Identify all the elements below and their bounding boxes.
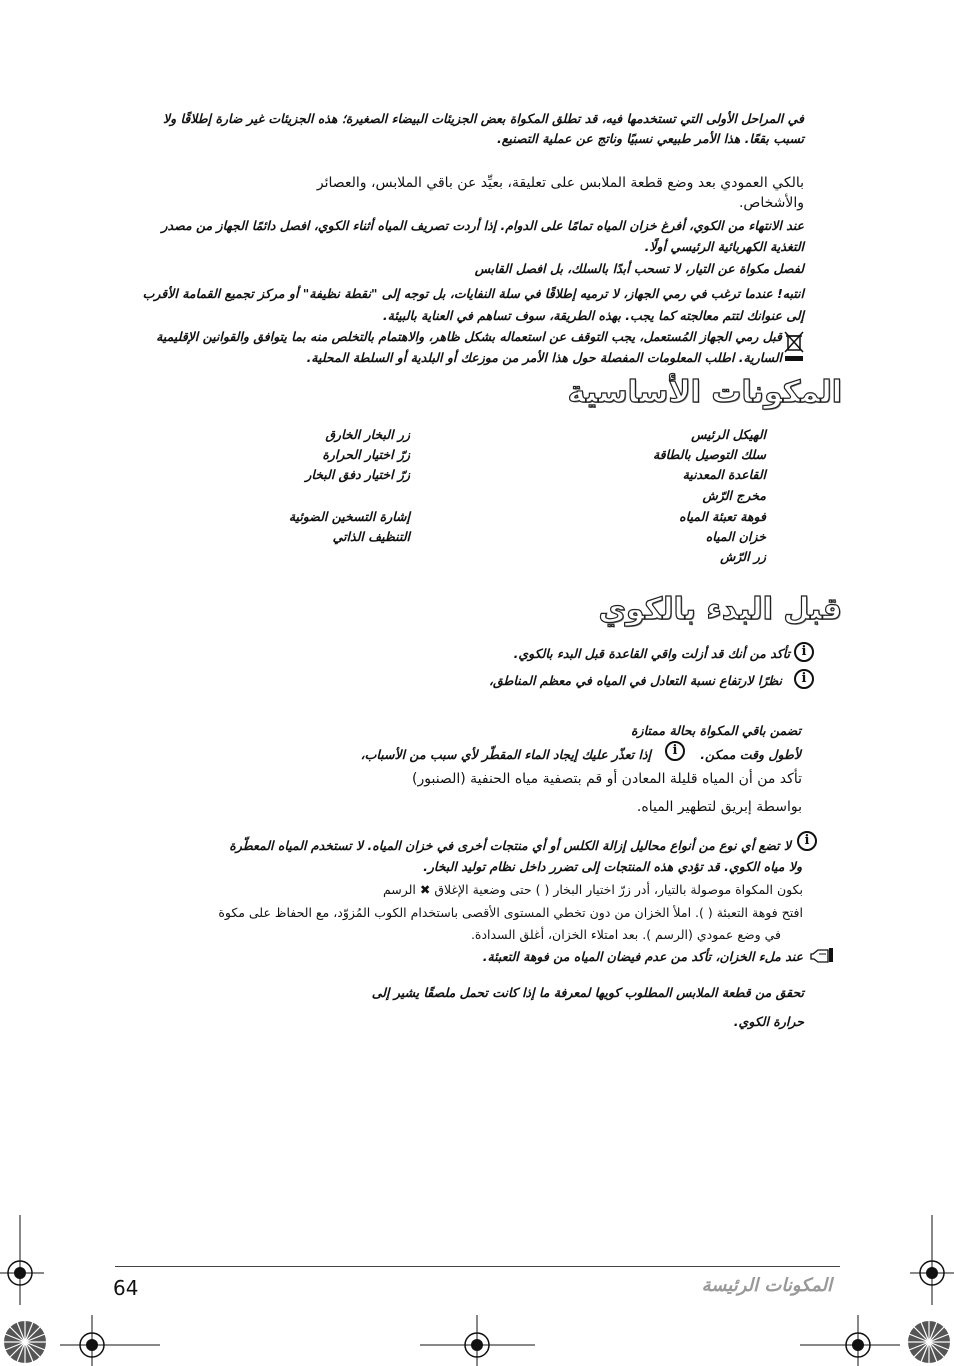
component-item: زرّ اختيار دفق البخار: [305, 467, 410, 482]
component-item: مخرج الرّش: [702, 488, 766, 503]
registration-mark-icon: [800, 1315, 900, 1366]
step-line-2: افتح فوهة التعبئة ( ). املأ الخزان من دون تخطي المستوى الأقصى باستخدام الكوب المُزوّد، مع الحفاظ على مكوة: [218, 905, 803, 920]
registration-mark-icon: [910, 1215, 954, 1305]
component-item: زرّ اختيار الحرارة: [322, 447, 410, 462]
warning-line-2: ولا مياه الكوي. قد تؤدي هذه المنتجات إلى تضرر داخل نظام توليد البخار.: [423, 859, 802, 874]
section-heading-components: المكونات الأساسية: [567, 375, 842, 410]
starburst-mark-icon: [907, 1320, 951, 1364]
component-item: التنظيف الذاتي: [332, 529, 410, 544]
component-item: سلك التوصيل بالطاقة: [652, 447, 766, 462]
component-item: خزان المياه: [705, 529, 766, 544]
pointing-hand-icon: [810, 946, 834, 964]
component-item: القاعدة المعدنية: [682, 467, 766, 482]
footer-title: المكونات الرئيسة: [701, 1275, 832, 1296]
info-icon: i: [794, 642, 814, 662]
para-line-6: انتبه! عندما ترغب في رمي الجهاز، لا ترميه إطلاقًا في سلة النفايات، بل توجه إلى "نقطة نظيفة" أو مركز تجميع القمامة الأقرب: [142, 286, 804, 301]
text-line-3: تضمن باقي المكواة بحالة ممتازة: [631, 723, 801, 738]
registration-mark-icon: [0, 1215, 44, 1305]
crossed-bin-icon: [783, 330, 805, 364]
text-line-5: تأكد من أن المياه قليلة المعادن أو قم بتصفية مياه الحنفية (الصنبور): [412, 771, 802, 787]
text-line-6: بواسطة إبريق لتطهير المياه.: [636, 799, 802, 815]
footer-rule: [115, 1266, 840, 1267]
para-line-4: التغذية الكهربائية الرئيسي أولًا.: [644, 239, 804, 254]
info-icon: i: [665, 741, 685, 761]
para-line-8: قبل رمي الجهاز المُستعمل، يجب التوقف عن استعماله بشكل ظاهر، والاهتمام بالتخلص منه بما يتوافق والقوانين الإقليمية: [156, 329, 782, 344]
component-item: فوهة تعبئة المياه: [679, 509, 766, 524]
step-line-3: في وضع عمودي (الرسم ). بعد امتلاء الخزان، أغلق السدادة.: [470, 927, 781, 942]
step-line-1: بكون المكواة موصولة بالتيار، أدر زرّ اختيار البخار ( ) حتى وضعية الإغلاق ✖ الرسم: [382, 882, 803, 897]
intro-line-1: في المراحل الأولى التي تستخدمها فيه، قد تطلق المكواة بعض الجزيئات البيضاء الصغيرة؛ هذه الجزيئات غير ضارة إطلاقًا ولا: [162, 111, 804, 126]
page-number: 64: [113, 1276, 139, 1300]
starburst-mark-icon: [3, 1320, 47, 1364]
component-item: الهيكل الرئيس: [691, 427, 766, 442]
para-line-7: إلى عنوانك لتتم معالجته كما يجب. بهذه الطريقة، سوف تساهم في العناية بالبيئة.: [382, 308, 804, 323]
registration-mark-icon: [420, 1315, 535, 1366]
check-line-1: تحقق من قطعة الملابس المطلوب كويها لمعرفة ما إذا كانت تحمل ملصقًا يشير إلى: [371, 985, 804, 1000]
info-line-2: نظرًا لارتفاع نسبة التعادل في المياه في معظم المناطق،: [488, 673, 782, 688]
text-line-4a: لأطول وقت ممكن.: [700, 747, 801, 762]
info-icon: i: [794, 669, 814, 689]
para-line-9: السارية. اطلب المعلومات المفصلة حول هذا الأمر من موزعك أو البلدية أو السلطة المحلية.: [306, 350, 782, 365]
check-line-2: حرارة الكوي.: [733, 1014, 804, 1029]
warning-line-1: لا تضع أي نوع من أنواع محاليل إزالة الكلس أو أي منتجات أخرى في خزان المياه. لا تستخدم المياه المعطّرة: [229, 838, 791, 853]
component-item: إشارة التسخين الضوئية: [288, 509, 410, 524]
para-line-3: عند الانتهاء من الكوي، أفرغ خزان المياه تمامًا على الدوام. إذا أردت تصريف المياه أثناء الكوي، افصل دائمًا الجهاز من مصدر: [161, 218, 804, 233]
info-icon: i: [797, 831, 817, 851]
registration-mark-icon: [60, 1315, 160, 1366]
para-line-1: بالكي العمودي بعد وضع قطعة الملابس على تعليقة، بعيِّد عن باقي الملابس، والعصائر: [316, 175, 804, 191]
intro-line-2: تسبب بقعًا. هذا الأمر طبيعي نسبيًا وناتج عن عملية التصنيع.: [497, 131, 804, 146]
component-item: زر الرّش: [720, 549, 766, 564]
text-line-4b: إذا تعذّر عليك إيجاد الماء المقطّر لأي سبب من الأسباب،: [360, 747, 651, 762]
component-item: زر البخار الخارق: [325, 427, 410, 442]
info-line-1: تأكد من أنك قد أزلت واقي القاعدة قبل البدء بالكوي.: [513, 646, 790, 661]
para-line-5: لفصل مكواة عن التيار، لا تسحب أبدًا بالسلك، بل افصل القابس: [474, 261, 804, 276]
para-line-2: والأشخاص.: [738, 195, 804, 211]
step-line-4: عند ملء الخزان، تأكد من عدم فيضان المياه من فوهة التعبئة.: [482, 949, 803, 964]
section-heading-before-ironing: قبل البدء بالكوي: [598, 592, 842, 627]
